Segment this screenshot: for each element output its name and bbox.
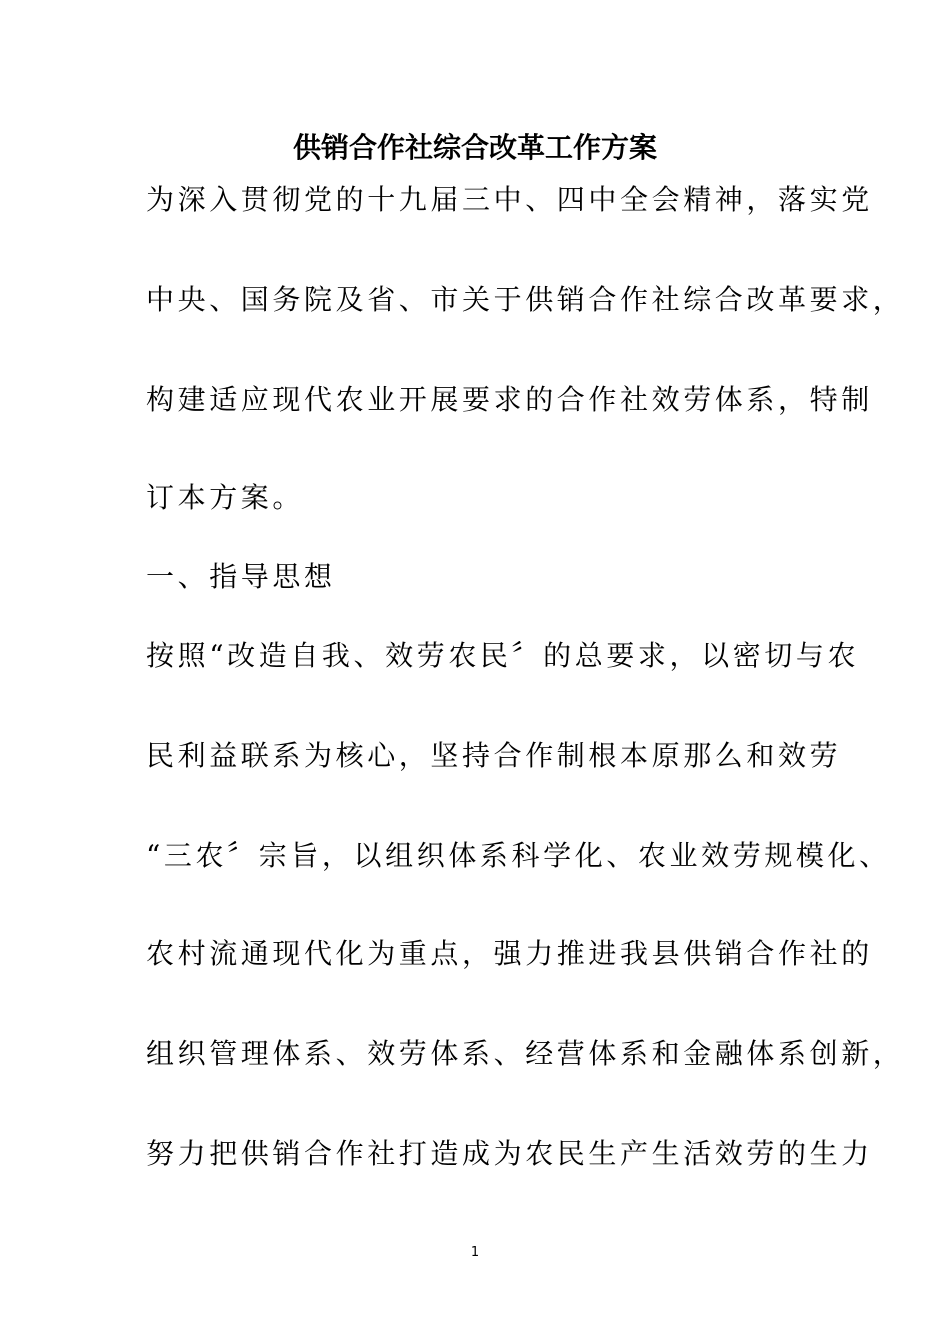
paragraph-line: “三农〞宗旨，以组织体系科学化、农业效劳规模化、 — [146, 839, 891, 872]
page-number: 1 — [470, 1245, 480, 1260]
paragraph-line: 构建适应现代农业开展要求的合作社效劳体系，特制 — [146, 383, 873, 416]
paragraph-line: 努力把供销合作社打造成为农民生产生活效劳的生力 — [146, 1137, 873, 1170]
document-title: 供销合作社综合改革工作方案 — [292, 131, 657, 164]
paragraph-line: 农村流通现代化为重点，强力推进我县供销合作社的 — [146, 937, 873, 970]
paragraph-line: 为深入贯彻党的十九届三中、四中全会精神，落实党 — [146, 183, 873, 216]
paragraph-line: 按照“改造自我、效劳农民〞的总要求，以密切与农 — [146, 639, 860, 672]
paragraph-line: 民利益联系为核心，坚持合作制根本原那么和效劳 — [146, 739, 842, 772]
section-heading: 一、指导思想 — [146, 560, 336, 593]
paragraph-line: 组织管理体系、效劳体系、经营体系和金融体系创新， — [146, 1037, 905, 1070]
paragraph-line: 订本方案。 — [146, 481, 305, 514]
paragraph-line: 中央、国务院及省、市关于供销合作社综合改革要求， — [146, 283, 905, 316]
